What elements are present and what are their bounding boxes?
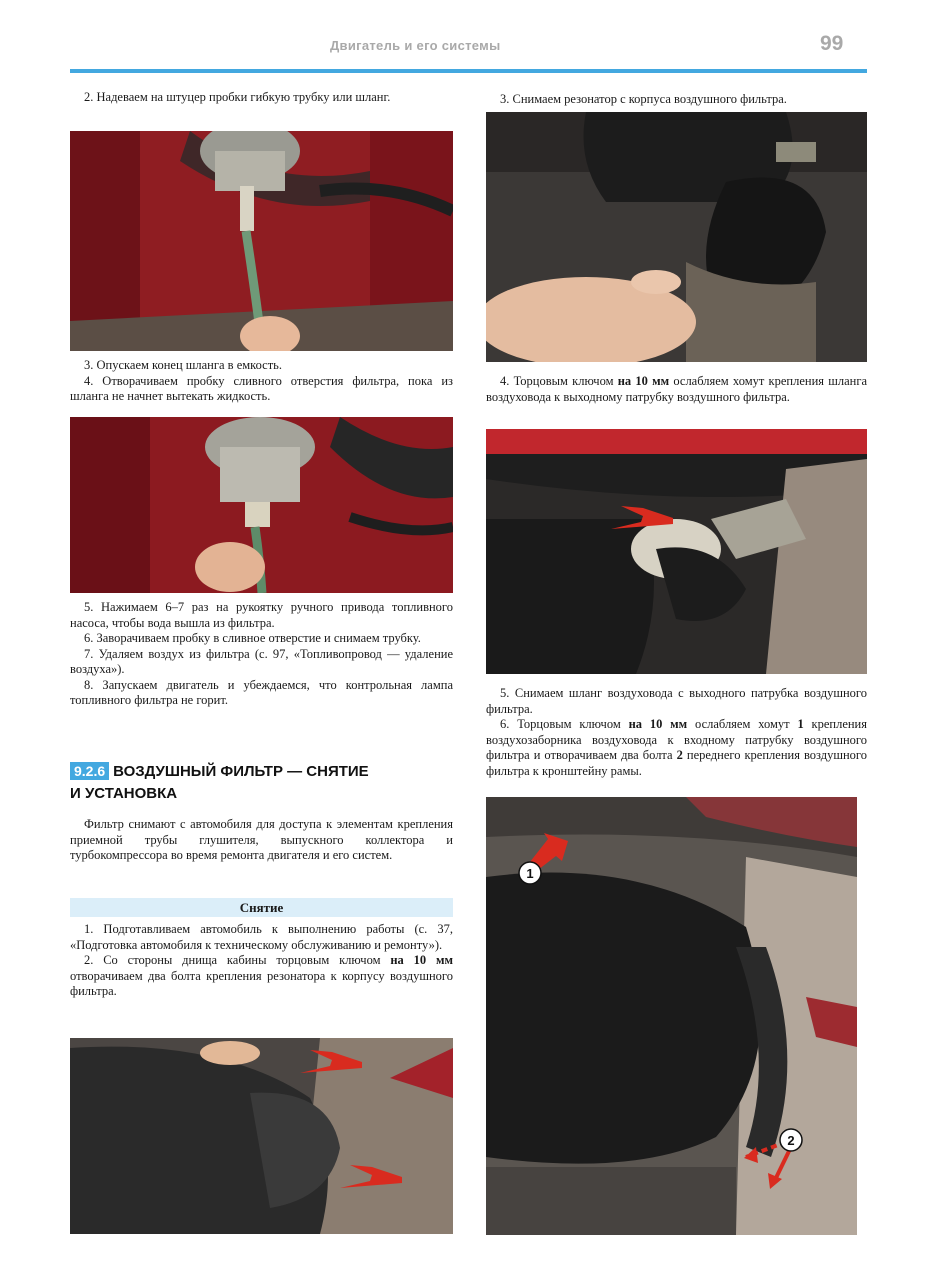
- photo-fuel-filter-hose: [70, 131, 453, 351]
- text-run: 4. Торцовым ключом: [500, 374, 618, 388]
- photo-resonator-removal: [486, 112, 867, 362]
- photo-clamp-outlet: [486, 429, 867, 674]
- right-text-block-3: [486, 686, 867, 779]
- section-title-line-1: ВОЗДУШНЫЙ ФИЛЬТР — СНЯТИЕ: [113, 763, 369, 780]
- callout-1-label: 1: [526, 866, 534, 881]
- paragraph: 7. Удаляем воздух из фильтра (с. 97, «Топливопровод — удаление воздуха»).: [70, 646, 453, 676]
- paragraph: [70, 953, 453, 1000]
- photo-resonator-bolts: [70, 1038, 453, 1234]
- left-steps: [70, 922, 453, 1000]
- section-intro: [70, 817, 453, 864]
- text-run: ослабляем хомут: [687, 717, 798, 731]
- left-text-block-2: [70, 358, 453, 405]
- callout-2-label: 2: [787, 1133, 795, 1148]
- paragraph: 2. Надеваем на штуцер пробки гибкую трубку или шланг.: [84, 90, 391, 104]
- paragraph: 8. Запускаем двигатель и убеждаемся, что контрольная лампа топливного фильтра не горит.: [70, 677, 453, 707]
- section-title-line-2: И УСТАНОВКА: [70, 785, 178, 802]
- right-text-block-1: [486, 92, 867, 108]
- paragraph: 1. Подготавливаем автомобиль к выполнению работы (с. 37, «Подготовка автомобиля к техническому обслуживанию и ремонту»).: [70, 922, 453, 952]
- photo-fuel-filter-drain: [70, 417, 453, 593]
- text-run: 6. Торцовым ключом: [500, 717, 629, 731]
- text-run: 2. Со стороны днища кабины торцовым ключом: [84, 953, 391, 967]
- text-run-bold: на 10 мм: [628, 717, 688, 731]
- paragraph: 5. Нажимаем 6–7 раз на рукоятку ручного привода топливного насоса, чтобы вода вышла из фильтра.: [70, 600, 453, 630]
- header-divider: [70, 69, 867, 73]
- text-run: крепления воздухозаборника воздуховода к входному патрубку воздушного фильтра и отворачиваем два болта: [486, 717, 867, 762]
- subheading-removal: Снятие: [70, 898, 453, 917]
- running-header-title: Двигатель и его системы: [330, 38, 501, 53]
- paragraph: 4. Отворачиваем пробку сливного отверстия фильтра, пока из шланга не начнет вытекать жидкость.: [70, 373, 453, 403]
- text-run-bold: 2: [676, 748, 683, 762]
- photo-air-filter-mounting: [486, 797, 857, 1235]
- paragraph: 6. Заворачиваем пробку в сливное отверстие и снимаем трубку.: [84, 631, 421, 645]
- paragraph: [486, 717, 867, 779]
- paragraph: 5. Снимаем шланг воздуховода с выходного патрубка воздушного фильтра.: [486, 686, 867, 716]
- paragraph: Фильтр снимают с автомобиля для доступа к элементам крепления приемной трубы глушителя, выпускного коллектора и турбокомпрессора во время ремонта двигателя и его систем.: [70, 817, 453, 862]
- right-text-block-2: [486, 374, 867, 405]
- paragraph: 3. Опускаем конец шланга в емкость.: [84, 358, 282, 372]
- text-run: переднего крепления воздушного фильтра к кронштейну рамы.: [486, 748, 867, 778]
- left-text-block-3: [70, 600, 453, 709]
- paragraph: [486, 374, 867, 405]
- left-text-block-1: [70, 90, 453, 106]
- text-run: отворачиваем два болта крепления резонатора к корпусу воздушного фильтра.: [70, 968, 453, 998]
- text-run-bold: на 10 мм: [390, 953, 453, 967]
- paragraph: 3. Снимаем резонатор с корпуса воздушного фильтра.: [500, 92, 787, 106]
- text-run-bold: на 10 мм: [617, 374, 670, 388]
- section-number: 9.2.6: [70, 762, 109, 780]
- section-heading: [70, 761, 453, 805]
- text-run-bold: 1: [797, 717, 804, 731]
- text-run: ослабляем хомут крепления шланга воздуховода к выходному патрубку воздушного фильтра.: [486, 374, 867, 404]
- page-number: 99: [820, 32, 844, 55]
